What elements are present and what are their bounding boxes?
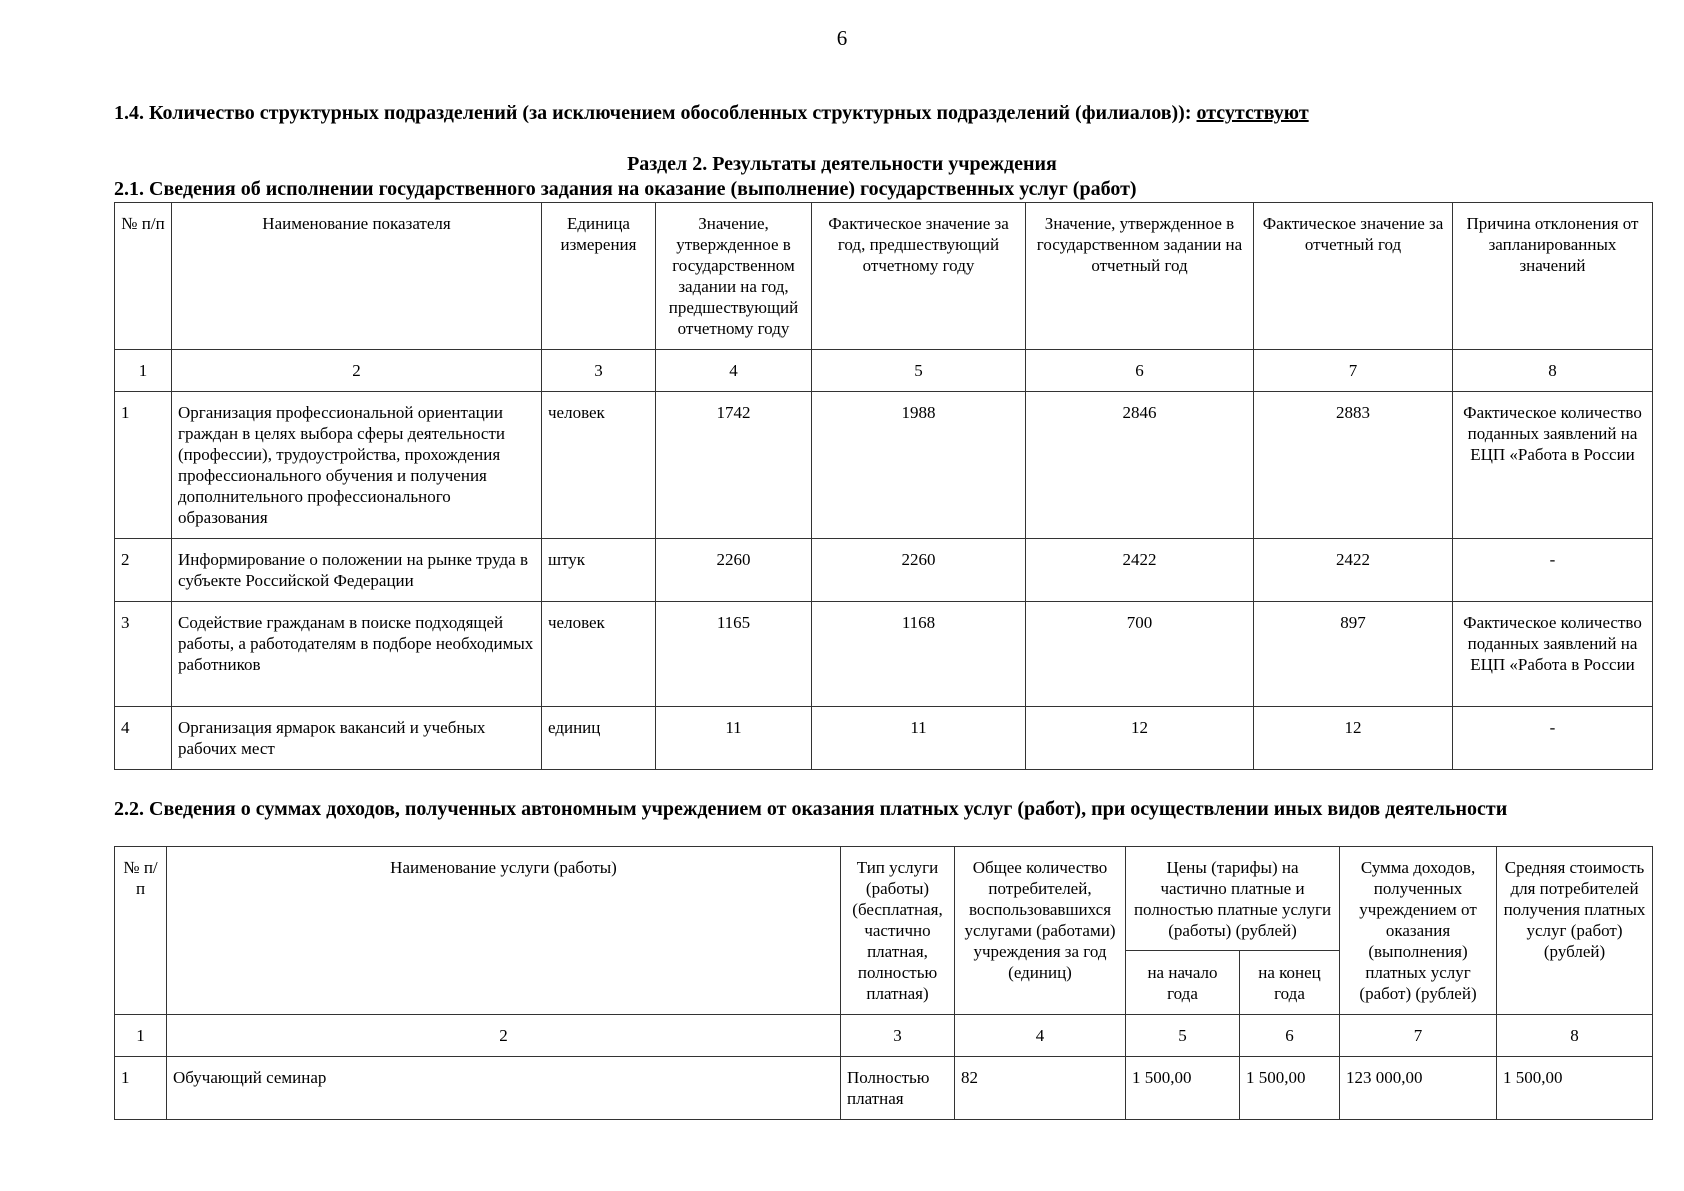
row-num: 1 xyxy=(115,1057,167,1120)
header-planned-current: Значение, утвержденное в государственном задании на отчетный год xyxy=(1026,203,1254,350)
row-deviation-reason: Фактическое количество поданных заявлений на ЕЦП «Работа в России xyxy=(1453,392,1653,539)
row-income: 123 000,00 xyxy=(1340,1057,1497,1120)
table-row xyxy=(115,602,1653,707)
column-number: 3 xyxy=(542,350,656,392)
row-planned-current: 700 xyxy=(1026,602,1254,707)
table-row xyxy=(115,707,1653,770)
section-2-2-title: 2.2. Сведения о суммах доходов, полученных автономным учреждением от оказания платных услуг (работ), при осуществлении иных видов деятельности xyxy=(114,798,1508,820)
row-num: 3 xyxy=(115,602,172,707)
paid-services-table xyxy=(114,846,1653,1120)
row-actual-prev: 1168 xyxy=(812,602,1026,707)
row-unit: человек xyxy=(542,602,656,707)
row-num: 4 xyxy=(115,707,172,770)
header-consumers: Общее количество потребителей, воспользовавшихся услугами (работами) учреждения за год (единиц) xyxy=(955,847,1126,1015)
row-deviation-reason: - xyxy=(1453,539,1653,602)
column-number: 1 xyxy=(115,1015,167,1057)
section-2-1-title: 2.1. Сведения об исполнении государственного задания на оказание (выполнение) государственных услуг (работ) xyxy=(114,178,1137,200)
table-row xyxy=(115,1057,1653,1120)
row-planned-current: 2422 xyxy=(1026,539,1254,602)
header-indicator-name: Наименование показателя xyxy=(172,203,542,350)
column-number: 4 xyxy=(656,350,812,392)
header-actual-prev: Фактическое значение за год, предшествующий отчетному году xyxy=(812,203,1026,350)
header-price-end: на конец года xyxy=(1240,951,1340,1015)
table-row xyxy=(115,539,1653,602)
column-number: 4 xyxy=(955,1015,1126,1057)
header-num: № п/п xyxy=(115,203,172,350)
row-unit: единиц xyxy=(542,707,656,770)
header-service-type: Тип услуги (работы) (бесплатная, частично платная, полностью платная) xyxy=(841,847,955,1015)
row-actual-current: 12 xyxy=(1254,707,1453,770)
row-planned-prev: 1742 xyxy=(656,392,812,539)
table-header-row xyxy=(115,847,1653,951)
header-income: Сумма доходов, полученных учреждением от оказания (выполнения) платных услуг (работ) (рублей) xyxy=(1340,847,1497,1015)
section-1-4-text: 1.4. Количество структурных подразделений (за исключением обособленных структурных подразделений (филиалов)): xyxy=(114,102,1197,124)
row-num: 1 xyxy=(115,392,172,539)
row-actual-current: 897 xyxy=(1254,602,1453,707)
row-planned-current: 12 xyxy=(1026,707,1254,770)
column-number-row xyxy=(115,350,1653,392)
row-consumers: 82 xyxy=(955,1057,1126,1120)
column-number: 6 xyxy=(1026,350,1254,392)
row-unit: человек xyxy=(542,392,656,539)
section-2-title: Раздел 2. Результаты деятельности учреждения xyxy=(627,153,1057,175)
row-actual-prev: 2260 xyxy=(812,539,1026,602)
column-number: 8 xyxy=(1453,350,1653,392)
column-number: 1 xyxy=(115,350,172,392)
row-deviation-reason: Фактическое количество поданных заявлений на ЕЦП «Работа в России xyxy=(1453,602,1653,707)
row-actual-prev: 1988 xyxy=(812,392,1026,539)
column-number: 3 xyxy=(841,1015,955,1057)
row-indicator-name: Содействие гражданам в поиске подходящей работы, а работодателям в подборе необходимых работников xyxy=(172,602,542,707)
row-indicator-name: Организация ярмарок вакансий и учебных рабочих мест xyxy=(172,707,542,770)
row-planned-prev: 11 xyxy=(656,707,812,770)
column-number: 2 xyxy=(172,350,542,392)
table-row xyxy=(115,392,1653,539)
header-avg-cost: Средняя стоимость для потребителей получения платных услуг (работ) (рублей) xyxy=(1497,847,1653,1015)
header-price-start: на начало года xyxy=(1126,951,1240,1015)
column-number-row xyxy=(115,1015,1653,1057)
column-number: 5 xyxy=(812,350,1026,392)
row-price-start: 1 500,00 xyxy=(1126,1057,1240,1120)
row-actual-prev: 11 xyxy=(812,707,1026,770)
header-deviation-reason: Причина отклонения от запланированных значений xyxy=(1453,203,1653,350)
row-avg-cost: 1 500,00 xyxy=(1497,1057,1653,1120)
column-number: 5 xyxy=(1126,1015,1240,1057)
header-prices: Цены (тарифы) на частично платные и полностью платные услуги (работы) (рублей) xyxy=(1126,847,1340,951)
header-actual-current: Фактическое значение за отчетный год xyxy=(1254,203,1453,350)
header-planned-prev: Значение, утвержденное в государственном задании на год, предшествующий отчетному году xyxy=(656,203,812,350)
page-number: 6 xyxy=(836,26,848,50)
header-service-name: Наименование услуги (работы) xyxy=(167,847,841,1015)
row-actual-current: 2422 xyxy=(1254,539,1453,602)
row-unit: штук xyxy=(542,539,656,602)
row-indicator-name: Информирование о положении на рынке труда в субъекте Российской Федерации xyxy=(172,539,542,602)
column-number: 8 xyxy=(1497,1015,1653,1057)
row-indicator-name: Организация профессиональной ориентации граждан в целях выбора сферы деятельности (профессии), трудоустройства, прохождения профессионального обучения и получения дополнительного профессионального образования xyxy=(172,392,542,539)
row-service-name: Обучающий семинар xyxy=(167,1057,841,1120)
column-number: 7 xyxy=(1340,1015,1497,1057)
section-1-4-heading xyxy=(114,102,1309,125)
row-num: 2 xyxy=(115,539,172,602)
header-unit: Единица измерения xyxy=(542,203,656,350)
row-deviation-reason: - xyxy=(1453,707,1653,770)
column-number: 7 xyxy=(1254,350,1453,392)
row-service-type: Полностью платная xyxy=(841,1057,955,1120)
row-price-end: 1 500,00 xyxy=(1240,1057,1340,1120)
column-number: 6 xyxy=(1240,1015,1340,1057)
section-1-4-value: отсутствуют xyxy=(1196,102,1309,124)
row-planned-current: 2846 xyxy=(1026,392,1254,539)
row-actual-current: 2883 xyxy=(1254,392,1453,539)
table-header-row xyxy=(115,203,1653,350)
row-planned-prev: 1165 xyxy=(656,602,812,707)
header-num: № п/п xyxy=(115,847,167,1015)
state-assignment-table xyxy=(114,202,1653,770)
row-planned-prev: 2260 xyxy=(656,539,812,602)
column-number: 2 xyxy=(167,1015,841,1057)
